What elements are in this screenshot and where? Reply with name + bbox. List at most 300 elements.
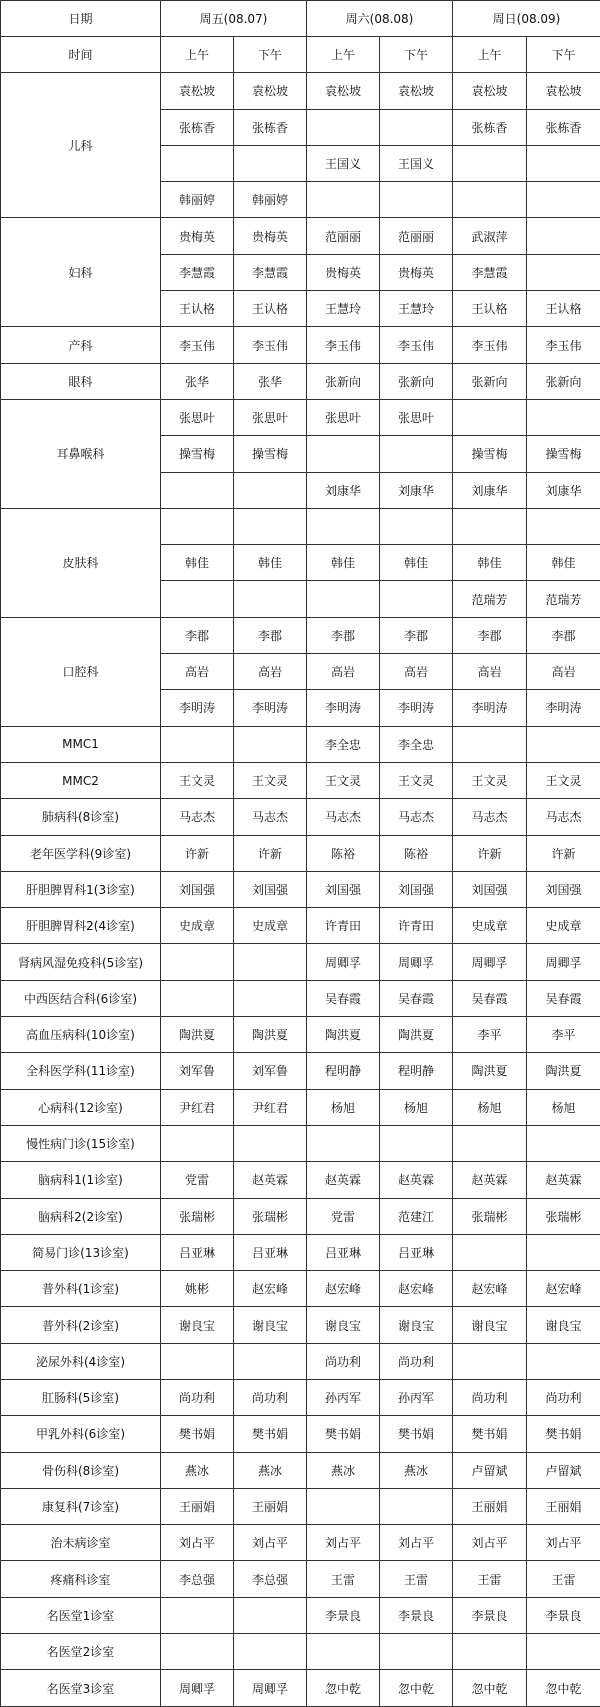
- doctor-cell: [234, 1343, 307, 1379]
- doctor-cell: 李平: [527, 1017, 600, 1053]
- schedule-row: [1, 1416, 600, 1452]
- schedule-row: [1, 327, 600, 363]
- doctor-cell: 杨旭: [453, 1089, 527, 1125]
- doctor-cell: [234, 1597, 307, 1633]
- doctor-cell: 刘占平: [234, 1525, 307, 1561]
- doctor-cell: 韩佳: [453, 545, 527, 581]
- doctor-cell: 袁松坡: [527, 73, 600, 109]
- doctor-cell: 史成章: [161, 908, 234, 944]
- doctor-cell: 袁松坡: [234, 73, 307, 109]
- doctor-cell: [307, 1634, 380, 1670]
- doctor-cell: 李景良: [453, 1597, 527, 1633]
- doctor-cell: 高岩: [380, 654, 453, 690]
- doctor-cell: 王雷: [307, 1561, 380, 1597]
- doctor-cell: 操雪梅: [161, 436, 234, 472]
- doctor-cell: 袁松坡: [307, 73, 380, 109]
- doctor-cell: 刘国强: [307, 871, 380, 907]
- doctor-cell: 李明涛: [453, 690, 527, 726]
- doctor-cell: 赵英霖: [380, 1162, 453, 1198]
- doctor-cell: 贵梅英: [161, 218, 234, 254]
- doctor-cell: 党雷: [161, 1162, 234, 1198]
- doctor-cell: 尚功利: [161, 1379, 234, 1415]
- schedule-row: [1, 1125, 600, 1161]
- doctor-cell: 刘占平: [307, 1525, 380, 1561]
- doctor-cell: 刘占平: [380, 1525, 453, 1561]
- doctor-cell: 燕冰: [307, 1452, 380, 1488]
- doctor-cell: 韩佳: [161, 545, 234, 581]
- doctor-cell: 王丽娟: [527, 1488, 600, 1524]
- doctor-cell: 卢留斌: [453, 1452, 527, 1488]
- doctor-cell: 张栋香: [527, 109, 600, 145]
- department-name: 慢性病门诊(15诊室): [1, 1125, 161, 1161]
- doctor-cell: 陈裕: [380, 835, 453, 871]
- doctor-cell: 李全忠: [307, 726, 380, 762]
- doctor-cell: 刘国强: [380, 871, 453, 907]
- doctor-cell: 范瑞芳: [527, 581, 600, 617]
- doctor-cell: 张栋香: [234, 109, 307, 145]
- doctor-cell: [234, 472, 307, 508]
- department-name: 口腔科: [1, 617, 161, 726]
- doctor-cell: 李郡: [234, 617, 307, 653]
- doctor-cell: 王认格: [234, 291, 307, 327]
- doctor-cell: 陶洪夏: [161, 1017, 234, 1053]
- doctor-cell: 周卿孚: [161, 1670, 234, 1706]
- doctor-cell: 马志杰: [234, 799, 307, 835]
- am-label: 上午: [453, 37, 527, 73]
- doctor-cell: 李郡: [307, 617, 380, 653]
- doctor-cell: 陈裕: [307, 835, 380, 871]
- doctor-cell: [161, 1597, 234, 1633]
- doctor-cell: 李郡: [161, 617, 234, 653]
- doctor-cell: 王雷: [380, 1561, 453, 1597]
- doctor-cell: 韩丽婷: [234, 182, 307, 218]
- doctor-cell: 李明涛: [307, 690, 380, 726]
- doctor-cell: 王认格: [161, 291, 234, 327]
- doctor-cell: [161, 980, 234, 1016]
- doctor-cell: 刘康华: [453, 472, 527, 508]
- doctor-cell: 周卿孚: [380, 944, 453, 980]
- doctor-cell: [527, 1125, 600, 1161]
- doctor-cell: 李景良: [527, 1597, 600, 1633]
- schedule-row: [1, 1307, 600, 1343]
- doctor-cell: [307, 182, 380, 218]
- department-name: 儿科: [1, 73, 161, 218]
- day-header-sat: 周六(08.08): [307, 1, 453, 37]
- schedule-row: [1, 1234, 600, 1270]
- doctor-cell: 操雪梅: [527, 436, 600, 472]
- doctor-cell: 张瑞彬: [161, 1198, 234, 1234]
- doctor-cell: [234, 944, 307, 980]
- doctor-cell: 周卿孚: [527, 944, 600, 980]
- doctor-cell: [161, 145, 234, 181]
- schedule-row: [1, 871, 600, 907]
- doctor-cell: 赵宏峰: [307, 1271, 380, 1307]
- schedule-row: [1, 1271, 600, 1307]
- schedule-row: [1, 617, 600, 653]
- doctor-cell: 樊书娟: [453, 1416, 527, 1452]
- doctor-cell: [161, 944, 234, 980]
- doctor-cell: 张新向: [380, 363, 453, 399]
- doctor-cell: 李慧霞: [234, 254, 307, 290]
- doctor-cell: 樊书娟: [307, 1416, 380, 1452]
- doctor-cell: 卢留斌: [527, 1452, 600, 1488]
- doctor-cell: 马志杰: [527, 799, 600, 835]
- doctor-cell: 赵英霖: [527, 1162, 600, 1198]
- schedule-row: [1, 1525, 600, 1561]
- doctor-cell: 谢良宝: [527, 1307, 600, 1343]
- doctor-cell: 高岩: [234, 654, 307, 690]
- day-header-sun: 周日(08.09): [453, 1, 600, 37]
- doctor-cell: 忽中乾: [527, 1670, 600, 1706]
- schedule-row: [1, 908, 600, 944]
- department-name: 脑病科2(2诊室): [1, 1198, 161, 1234]
- schedule-row: [1, 73, 600, 109]
- department-name: MMC1: [1, 726, 161, 762]
- doctor-cell: 孙丙军: [307, 1379, 380, 1415]
- schedule-row: [1, 1488, 600, 1524]
- pm-label: 下午: [527, 37, 600, 73]
- doctor-cell: 燕冰: [234, 1452, 307, 1488]
- doctor-cell: 吴春霞: [453, 980, 527, 1016]
- doctor-cell: 王文灵: [234, 762, 307, 798]
- department-name: 皮肤科: [1, 508, 161, 617]
- doctor-cell: 王认格: [453, 291, 527, 327]
- schedule-row: [1, 835, 600, 871]
- department-name: MMC2: [1, 762, 161, 798]
- doctor-cell: 李明涛: [380, 690, 453, 726]
- doctor-cell: 王国义: [307, 145, 380, 181]
- doctor-cell: 杨旭: [307, 1089, 380, 1125]
- doctor-cell: 周卿孚: [453, 944, 527, 980]
- doctor-cell: 范瑞芳: [453, 581, 527, 617]
- doctor-cell: 党雷: [307, 1198, 380, 1234]
- doctor-cell: [527, 1234, 600, 1270]
- doctor-cell: 张思叶: [307, 399, 380, 435]
- pm-label: 下午: [234, 37, 307, 73]
- schedule-body: [1, 1, 600, 1707]
- doctor-cell: 张瑞彬: [234, 1198, 307, 1234]
- doctor-cell: 李慧霞: [453, 254, 527, 290]
- doctor-cell: 许新: [234, 835, 307, 871]
- doctor-cell: 许青田: [307, 908, 380, 944]
- doctor-cell: 赵宏峰: [380, 1271, 453, 1307]
- doctor-cell: 袁松坡: [453, 73, 527, 109]
- doctor-cell: 吕亚琳: [234, 1234, 307, 1270]
- doctor-cell: 武淑萍: [453, 218, 527, 254]
- department-name: 名医堂2诊室: [1, 1634, 161, 1670]
- doctor-cell: [307, 1488, 380, 1524]
- schedule-row: [1, 1053, 600, 1089]
- doctor-cell: 王丽娟: [161, 1488, 234, 1524]
- doctor-cell: 操雪梅: [234, 436, 307, 472]
- department-name: 普外科(1诊室): [1, 1271, 161, 1307]
- doctor-cell: 刘康华: [380, 472, 453, 508]
- doctor-cell: 刘国强: [453, 871, 527, 907]
- doctor-cell: [380, 1488, 453, 1524]
- doctor-cell: 操雪梅: [453, 436, 527, 472]
- department-name: 肝胆脾胃科1(3诊室): [1, 871, 161, 907]
- date-label: 日期: [1, 1, 161, 37]
- doctor-cell: 谢良宝: [307, 1307, 380, 1343]
- doctor-cell: 尚功利: [527, 1379, 600, 1415]
- doctor-cell: 吴春霞: [307, 980, 380, 1016]
- doctor-cell: 尚功利: [453, 1379, 527, 1415]
- header-row-date: [1, 1, 600, 37]
- doctor-cell: 范丽丽: [380, 218, 453, 254]
- doctor-cell: 张思叶: [380, 399, 453, 435]
- doctor-cell: 尹红君: [161, 1089, 234, 1125]
- doctor-cell: 李景良: [380, 1597, 453, 1633]
- doctor-cell: 程明静: [380, 1053, 453, 1089]
- doctor-cell: 李景良: [307, 1597, 380, 1633]
- schedule-row: [1, 1379, 600, 1415]
- schedule-row: [1, 944, 600, 980]
- doctor-cell: 李总强: [161, 1561, 234, 1597]
- doctor-cell: [453, 1125, 527, 1161]
- doctor-cell: 许新: [453, 835, 527, 871]
- doctor-cell: 王慧玲: [380, 291, 453, 327]
- doctor-cell: [453, 1634, 527, 1670]
- doctor-cell: [234, 726, 307, 762]
- doctor-cell: 李全忠: [380, 726, 453, 762]
- schedule-row: [1, 762, 600, 798]
- doctor-cell: 刘康华: [307, 472, 380, 508]
- doctor-cell: 刘占平: [161, 1525, 234, 1561]
- doctor-cell: 杨旭: [527, 1089, 600, 1125]
- doctor-cell: 史成章: [527, 908, 600, 944]
- pm-label: 下午: [380, 37, 453, 73]
- doctor-cell: 贵梅英: [307, 254, 380, 290]
- doctor-cell: 陶洪夏: [234, 1017, 307, 1053]
- doctor-cell: [161, 1125, 234, 1161]
- schedule-row: [1, 218, 600, 254]
- doctor-cell: 张华: [161, 363, 234, 399]
- doctor-cell: 刘军鲁: [234, 1053, 307, 1089]
- doctor-cell: 谢良宝: [234, 1307, 307, 1343]
- doctor-cell: 韩丽婷: [161, 182, 234, 218]
- schedule-row: [1, 1017, 600, 1053]
- doctor-cell: 李玉伟: [380, 327, 453, 363]
- department-name: 眼科: [1, 363, 161, 399]
- department-name: 骨伤科(8诊室): [1, 1452, 161, 1488]
- department-name: 泌尿外科(4诊室): [1, 1343, 161, 1379]
- doctor-cell: 燕冰: [161, 1452, 234, 1488]
- doctor-cell: 王文灵: [453, 762, 527, 798]
- doctor-cell: 李郡: [380, 617, 453, 653]
- doctor-cell: 李玉伟: [453, 327, 527, 363]
- doctor-cell: 张瑞彬: [527, 1198, 600, 1234]
- department-name: 康复科(7诊室): [1, 1488, 161, 1524]
- doctor-cell: 马志杰: [380, 799, 453, 835]
- schedule-row: [1, 1089, 600, 1125]
- doctor-cell: [161, 472, 234, 508]
- doctor-cell: 尚功利: [380, 1343, 453, 1379]
- doctor-cell: 姚彬: [161, 1271, 234, 1307]
- doctor-cell: 李郡: [453, 617, 527, 653]
- doctor-cell: 李玉伟: [161, 327, 234, 363]
- doctor-cell: [527, 145, 600, 181]
- schedule-row: [1, 399, 600, 435]
- department-name: 肝胆脾胃科2(4诊室): [1, 908, 161, 944]
- doctor-cell: 王文灵: [527, 762, 600, 798]
- doctor-cell: 赵宏峰: [453, 1271, 527, 1307]
- doctor-cell: 李郡: [527, 617, 600, 653]
- doctor-cell: [527, 726, 600, 762]
- day-header-fri: 周五(08.07): [161, 1, 307, 37]
- department-name: 名医堂1诊室: [1, 1597, 161, 1633]
- doctor-cell: [234, 1125, 307, 1161]
- doctor-cell: 史成章: [234, 908, 307, 944]
- schedule-row: [1, 726, 600, 762]
- doctor-cell: [380, 109, 453, 145]
- department-name: 名医堂3诊室: [1, 1670, 161, 1706]
- doctor-cell: 张新向: [307, 363, 380, 399]
- department-name: 心病科(12诊室): [1, 1089, 161, 1125]
- doctor-cell: 陶洪夏: [527, 1053, 600, 1089]
- doctor-cell: 杨旭: [380, 1089, 453, 1125]
- doctor-cell: [527, 254, 600, 290]
- doctor-cell: 张思叶: [234, 399, 307, 435]
- department-name: 肛肠科(5诊室): [1, 1379, 161, 1415]
- doctor-cell: [380, 581, 453, 617]
- department-name: 产科: [1, 327, 161, 363]
- doctor-cell: 马志杰: [161, 799, 234, 835]
- doctor-cell: [307, 581, 380, 617]
- doctor-cell: 高岩: [453, 654, 527, 690]
- doctor-cell: 高岩: [307, 654, 380, 690]
- doctor-cell: 张华: [234, 363, 307, 399]
- doctor-cell: [527, 508, 600, 544]
- doctor-cell: [453, 399, 527, 435]
- department-name: 妇科: [1, 218, 161, 327]
- department-name: 普外科(2诊室): [1, 1307, 161, 1343]
- doctor-cell: 赵英霖: [453, 1162, 527, 1198]
- doctor-cell: 赵宏峰: [234, 1271, 307, 1307]
- doctor-cell: 樊书娟: [161, 1416, 234, 1452]
- am-label: 上午: [307, 37, 380, 73]
- doctor-cell: [380, 1634, 453, 1670]
- doctor-cell: 王文灵: [307, 762, 380, 798]
- department-name: 脑病科1(1诊室): [1, 1162, 161, 1198]
- doctor-cell: [380, 182, 453, 218]
- time-label: 时间: [1, 37, 161, 73]
- doctor-cell: 范丽丽: [307, 218, 380, 254]
- doctor-cell: 忽中乾: [307, 1670, 380, 1706]
- doctor-cell: 谢良宝: [453, 1307, 527, 1343]
- doctor-cell: 樊书娟: [380, 1416, 453, 1452]
- doctor-cell: 张新向: [453, 363, 527, 399]
- doctor-cell: 赵宏峰: [527, 1271, 600, 1307]
- doctor-cell: 刘占平: [527, 1525, 600, 1561]
- department-name: 治未病诊室: [1, 1525, 161, 1561]
- schedule-row: [1, 1670, 600, 1706]
- doctor-cell: 许新: [527, 835, 600, 871]
- schedule-row: [1, 980, 600, 1016]
- doctor-cell: 樊书娟: [527, 1416, 600, 1452]
- department-name: 中西医结合科(6诊室): [1, 980, 161, 1016]
- doctor-cell: 马志杰: [307, 799, 380, 835]
- doctor-cell: [234, 508, 307, 544]
- doctor-cell: 张瑞彬: [453, 1198, 527, 1234]
- department-name: 肾病风湿免疫科(5诊室): [1, 944, 161, 980]
- schedule-row: [1, 799, 600, 835]
- doctor-cell: 忽中乾: [380, 1670, 453, 1706]
- doctor-cell: 尚功利: [234, 1379, 307, 1415]
- doctor-cell: 程明静: [307, 1053, 380, 1089]
- schedule-row: [1, 508, 600, 544]
- doctor-cell: 孙丙军: [380, 1379, 453, 1415]
- doctor-cell: 高岩: [161, 654, 234, 690]
- doctor-cell: 周卿孚: [307, 944, 380, 980]
- doctor-cell: 张新向: [527, 363, 600, 399]
- department-name: 老年医学科(9诊室): [1, 835, 161, 871]
- doctor-cell: 赵英霖: [307, 1162, 380, 1198]
- doctor-cell: 李总强: [234, 1561, 307, 1597]
- doctor-cell: [234, 980, 307, 1016]
- doctor-cell: 许新: [161, 835, 234, 871]
- doctor-cell: 贵梅英: [380, 254, 453, 290]
- doctor-cell: [527, 218, 600, 254]
- doctor-cell: 袁松坡: [161, 73, 234, 109]
- doctor-cell: 陶洪夏: [380, 1017, 453, 1053]
- doctor-cell: [380, 1125, 453, 1161]
- doctor-cell: 王文灵: [161, 762, 234, 798]
- doctor-cell: 王丽娟: [453, 1488, 527, 1524]
- doctor-cell: 张思叶: [161, 399, 234, 435]
- doctor-cell: 谢良宝: [380, 1307, 453, 1343]
- doctor-cell: 樊书娟: [234, 1416, 307, 1452]
- doctor-cell: [307, 508, 380, 544]
- doctor-cell: 陶洪夏: [453, 1053, 527, 1089]
- doctor-cell: [453, 508, 527, 544]
- department-name: 全科医学科(11诊室): [1, 1053, 161, 1089]
- schedule-row: [1, 1561, 600, 1597]
- doctor-cell: 王慧玲: [307, 291, 380, 327]
- doctor-cell: 马志杰: [453, 799, 527, 835]
- doctor-cell: 李明涛: [234, 690, 307, 726]
- schedule-row: [1, 1162, 600, 1198]
- doctor-cell: 周卿孚: [234, 1670, 307, 1706]
- doctor-cell: 刘康华: [527, 472, 600, 508]
- doctor-cell: 王雷: [453, 1561, 527, 1597]
- doctor-cell: 王丽娟: [234, 1488, 307, 1524]
- doctor-cell: 李慧霞: [161, 254, 234, 290]
- am-label: 上午: [161, 37, 234, 73]
- doctor-cell: 吕亚琳: [161, 1234, 234, 1270]
- department-name: 疼痛科诊室: [1, 1561, 161, 1597]
- doctor-cell: [380, 508, 453, 544]
- doctor-cell: 赵英霖: [234, 1162, 307, 1198]
- schedule-row: [1, 1452, 600, 1488]
- doctor-cell: 张栋香: [453, 109, 527, 145]
- doctor-cell: 韩佳: [380, 545, 453, 581]
- doctor-cell: 袁松坡: [380, 73, 453, 109]
- doctor-cell: [453, 182, 527, 218]
- doctor-cell: [234, 581, 307, 617]
- doctor-cell: 忽中乾: [453, 1670, 527, 1706]
- doctor-cell: [161, 581, 234, 617]
- doctor-cell: [527, 1634, 600, 1670]
- doctor-cell: 刘军鲁: [161, 1053, 234, 1089]
- schedule-row: [1, 1634, 600, 1670]
- doctor-cell: 贵梅英: [234, 218, 307, 254]
- doctor-cell: 燕冰: [380, 1452, 453, 1488]
- doctor-cell: [234, 145, 307, 181]
- doctor-cell: 韩佳: [234, 545, 307, 581]
- doctor-cell: [453, 726, 527, 762]
- schedule-row: [1, 1597, 600, 1633]
- doctor-cell: 吴春霞: [380, 980, 453, 1016]
